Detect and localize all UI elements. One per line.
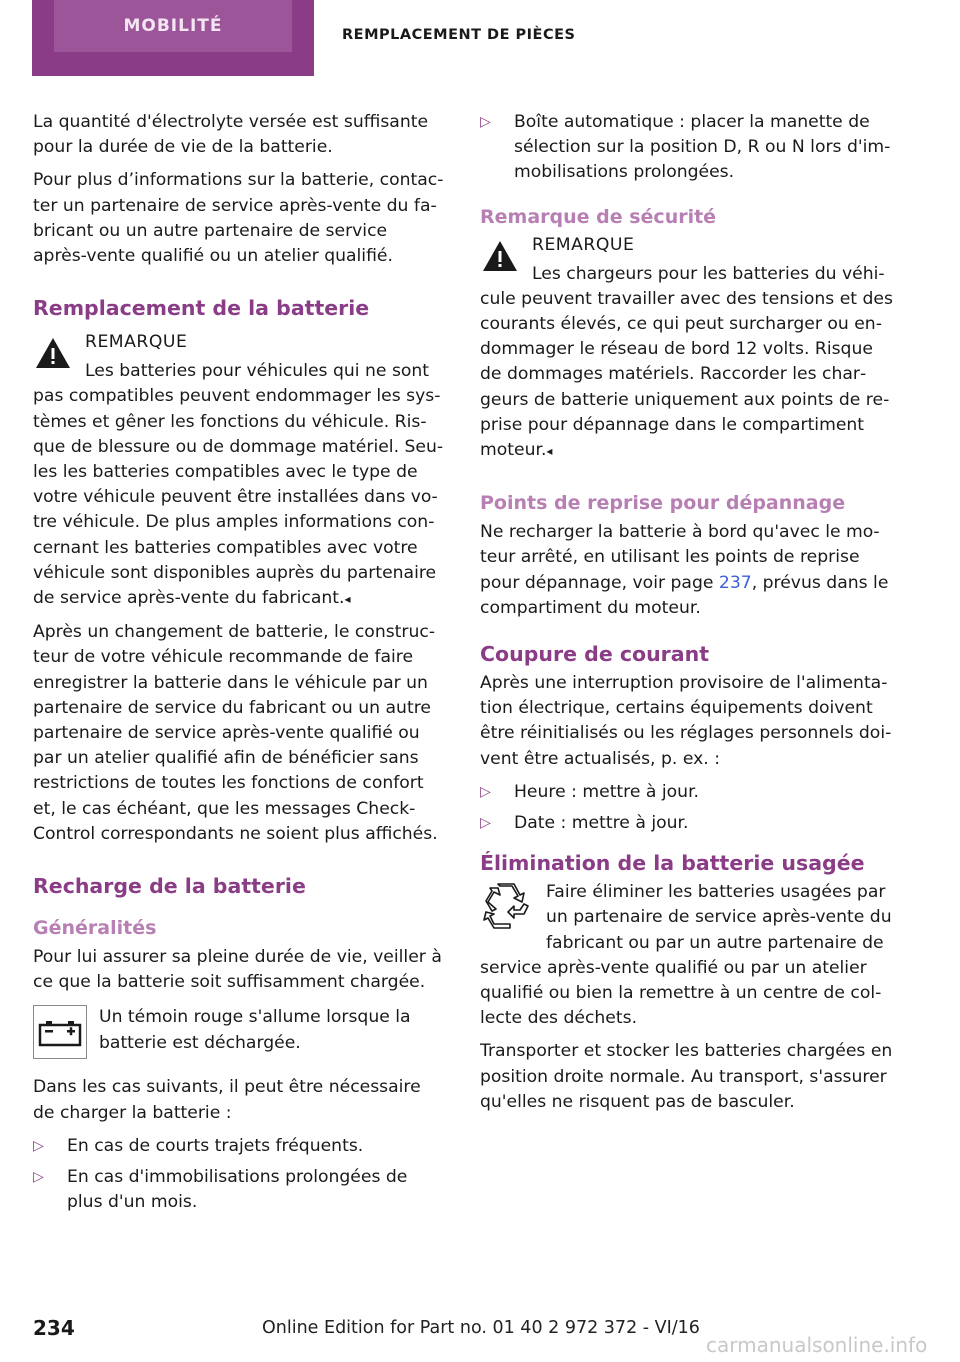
paragraph-jump-start: Ne recharger la batterie à bord qu'avec le moteur arrêté, en utilisant les points de reprise pour dépannage, voir page 237, prévus dans le compartiment du moteur. xyxy=(480,522,889,618)
power-cut-list xyxy=(480,780,896,836)
paragraph-transport: Transporter et stocker les batteries chargées en position droite normale. Au transport, s'assurer qu'elles ne risquent pas de basculer. xyxy=(480,1041,893,1112)
disposal-text: Faire éliminer les batteries usagées par un partenaire de service après-vente du fabricant ou par un autre partenaire de service après-vente qualifié ou par un atelier qualifié ou bien la remettre à un centre de collecte des déchets. xyxy=(480,882,892,1029)
end-mark: ◂ xyxy=(344,592,351,607)
page-link[interactable]: 237 xyxy=(718,572,752,593)
paragraph-registration: Après un changement de batterie, le constructeur de votre véhicule recommande de faire enregistrer la batterie dans le véhicule par un partenaire de service du fabricant ou un autre partenaire de service après-vente qualifié ou par un atelier qualifié afin de bénéficier sans restrictions de toutes les fonctions de confort et, le cas échéant, que les messages Check-Control correspondants ne soient plus affichés. xyxy=(33,622,438,844)
paragraph-charge-level: Pour lui assurer sa pleine durée de vie, veiller à ce que la batterie soit suffisamment chargée. xyxy=(33,947,442,993)
heading-disposal: Élimination de la batterie usagée xyxy=(480,851,865,876)
notice-text: Les chargeurs pour les batteries du véhicule peuvent travailler avec des tensions et des courants élevés, ce qui peut surcharger ou endommager le réseau de bord 12 volts. Risque de dommages matériels. Raccorder les chargeurs de batterie uniquement aux points de reprise pour dépannage dans le compartiment moteur. xyxy=(480,263,893,461)
list-item: ▷ En cas d'immobilisations prolongées de plus d'un mois. xyxy=(33,1167,408,1213)
heading-battery-replacement: Remplacement de la batterie xyxy=(33,296,370,321)
left-column xyxy=(33,110,445,1224)
notice-charger-voltage xyxy=(480,234,896,465)
heading-safety-note: Remarque de sécurité xyxy=(480,205,717,228)
list-item: ▷ Date : mettre à jour. xyxy=(480,811,896,836)
paragraph-more-info: Pour plus d’informations sur la batterie, contacter un partenaire de service après-vente du fabricant ou un autre partenaire de service après-vente qualifié ou un atelier qualifié. xyxy=(33,170,444,267)
recycle-icon xyxy=(480,880,532,932)
automatic-gearbox-list xyxy=(480,110,896,186)
bullet-icon: ▷ xyxy=(480,114,491,130)
list-item: ▷ Heure : mettre à jour. xyxy=(480,780,896,805)
battery-note-text: Un témoin rouge s'allume lorsque la batterie est déchargée. xyxy=(99,1007,411,1053)
paragraph-when-to-charge: Dans les cas suivants, il peut être nécessaire de charger la batterie : xyxy=(33,1077,421,1123)
heading-general: Généralités xyxy=(33,917,157,940)
list-item: ▷ Boîte automatique : placer la manette de sélection sur la position D, R ou N lors d'immobilisations prolongées. xyxy=(480,112,891,183)
page-number: 234 xyxy=(33,1316,75,1340)
warning-icon xyxy=(33,335,73,371)
heading-jump-start-points: Points de reprise pour dépannage xyxy=(480,492,846,515)
end-mark: ◂ xyxy=(546,444,553,459)
paragraph-power-cut: Après une interruption provisoire de l'alimentation électrique, certains équipements doivent être réinitialisés ou les réglages personnels doivent être actualisés, p. ex. : xyxy=(480,673,892,769)
header-tab-label: MOBILITÉ xyxy=(54,0,292,52)
heading-power-cut: Coupure de courant xyxy=(480,642,710,667)
paragraph-electrolyte: La quantité d'électrolyte versée est suffisante pour la durée de vie de la batterie. xyxy=(33,112,429,158)
bullet-icon: ▷ xyxy=(33,1137,44,1154)
battery-icon xyxy=(33,1005,87,1059)
bullet-icon: ▷ xyxy=(480,815,491,832)
right-column xyxy=(480,110,896,1123)
footer-edition: Online Edition for Part no. 01 40 2 972 372 - VI/16 xyxy=(262,1318,700,1338)
disposal-note xyxy=(480,880,896,1031)
section-title: REMPLACEMENT DE PIÈCES xyxy=(342,27,576,43)
watermark: carmanualsonline.info xyxy=(706,1333,928,1357)
battery-warning-note xyxy=(33,1005,445,1059)
warning-icon xyxy=(480,238,520,274)
notice-title: REMARQUE xyxy=(532,234,635,255)
notice-title: REMARQUE xyxy=(85,332,188,353)
heading-battery-charging: Recharge de la batterie xyxy=(33,874,306,899)
bullet-icon: ▷ xyxy=(33,1169,44,1186)
notice-battery-compatibility xyxy=(33,331,445,612)
header-tab xyxy=(32,0,314,76)
list-item: ▷ En cas de courts trajets fréquents. xyxy=(33,1134,445,1159)
notice-text: Les batteries pour véhicules qui ne sont pas compatibles peuvent endommager les systèmes et gêner les fonctions du véhicule. Risque de blessure ou de dommage matériel. Seules les batteries compatibles avec le type de votre véhicule peuvent être installées dans votre véhicule. De plus amples informations concernant les batteries compatibles avec votre véhicule sont disponibles auprès du partenaire de service après-vente du fabricant. xyxy=(33,361,444,609)
bullet-icon: ▷ xyxy=(480,783,491,800)
charging-cases-list xyxy=(33,1134,445,1216)
